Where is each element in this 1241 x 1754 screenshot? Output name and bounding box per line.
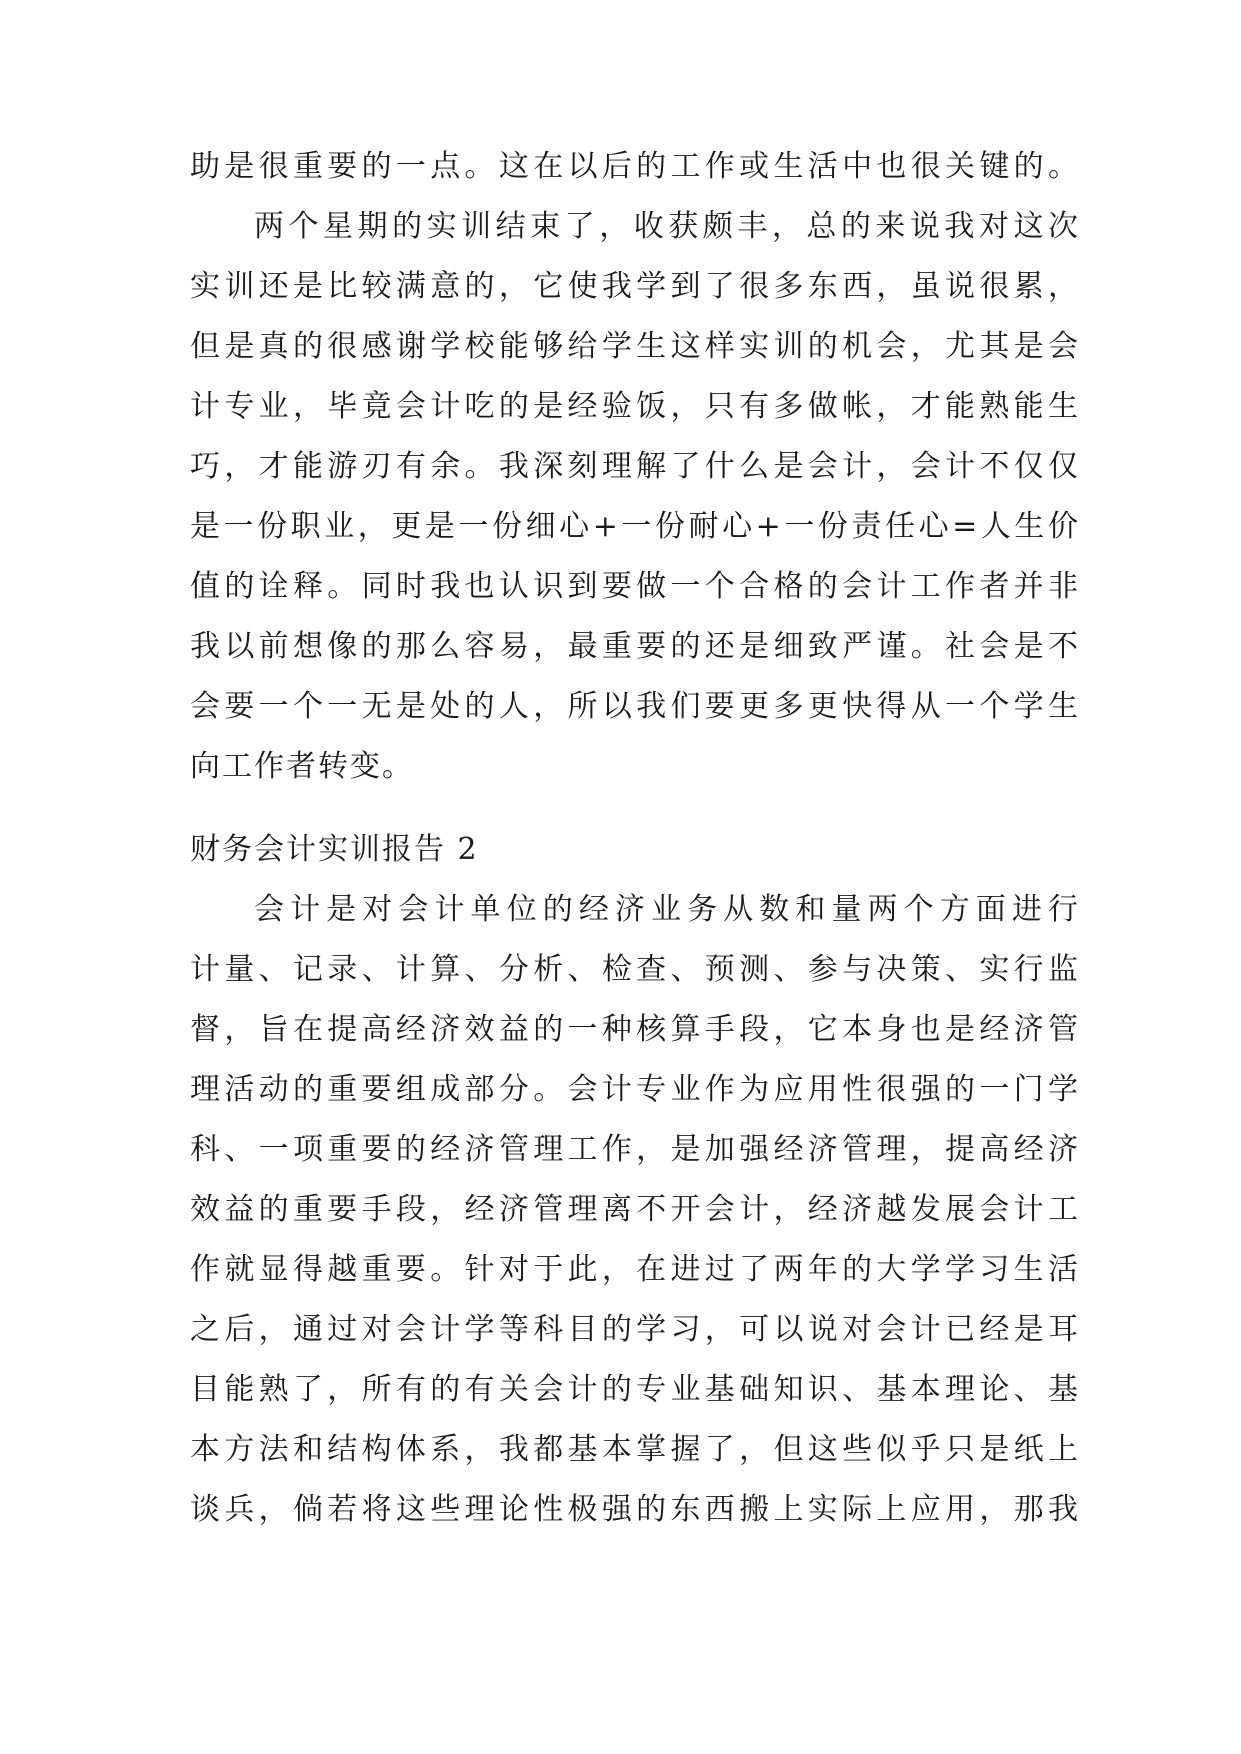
paragraph-line: 值的诠释。同时我也认识到要做一个合格的会计工作者并非: [190, 569, 1080, 604]
paragraph-line: 理活动的重要组成部分。会计专业作为应用性很强的一门学: [190, 1072, 1080, 1107]
paragraph-line: 实训还是比较满意的，它使我学到了很多东西，虽说很累，: [190, 269, 1080, 304]
paragraph-line: 谈兵，倘若将这些理论性极强的东西搬上实际上应用，那我: [190, 1492, 1080, 1527]
section-2: [190, 820, 1080, 1540]
section-heading: 财务会计实训报告 2: [190, 832, 479, 867]
paragraph-line: 计专业，毕竟会计吃的是经验饭，只有多做帐，才能熟能生: [190, 389, 1080, 424]
paragraph-line: 科、一项重要的经济管理工作，是加强经济管理，提高经济: [190, 1132, 1080, 1167]
paragraph-line: 督，旨在提高经济效益的一种核算手段，它本身也是经济管: [190, 1012, 1080, 1047]
paragraph-line: 向工作者转变。: [190, 749, 414, 784]
paragraph-line: 目能熟了，所有的有关会计的专业基础知识、基本理论、基: [190, 1372, 1080, 1407]
paragraph-line: 作就显得越重要。针对于此，在进过了两年的大学学习生活: [190, 1252, 1080, 1287]
paragraph-line: 我以前想像的那么容易，最重要的还是细致严谨。社会是不: [190, 629, 1080, 664]
paragraph-line: 但是真的很感谢学校能够给学生这样实训的机会，尤其是会: [190, 329, 1080, 364]
paragraph-line: 会计是对会计单位的经济业务从数和量两个方面进行: [254, 892, 1080, 927]
paragraph-line: 会要一个一无是处的人，所以我们要更多更快得从一个学生: [190, 689, 1080, 724]
section-1-body: [190, 137, 1080, 797]
paragraph-line: 助是很重要的一点。这在以后的工作或生活中也很关键的。: [190, 149, 1080, 184]
paragraph-line: 本方法和结构体系，我都基本掌握了，但这些似乎只是纸上: [190, 1432, 1080, 1467]
paragraph-line: 计量、记录、计算、分析、检查、预测、参与决策、实行监: [190, 952, 1080, 987]
paragraph-line: 之后，通过对会计学等科目的学习，可以说对会计已经是耳: [190, 1312, 1080, 1347]
paragraph-line: 巧，才能游刃有余。我深刻理解了什么是会计，会计不仅仅: [190, 449, 1080, 484]
paragraph-line: 是一份职业，更是一份细心+一份耐心+一份责任心=人生价: [190, 509, 1080, 544]
paragraph-line: 两个星期的实训结束了，收获颇丰，总的来说我对这次: [254, 209, 1080, 244]
paragraph-line: 效益的重要手段，经济管理离不开会计，经济越发展会计工: [190, 1192, 1080, 1227]
